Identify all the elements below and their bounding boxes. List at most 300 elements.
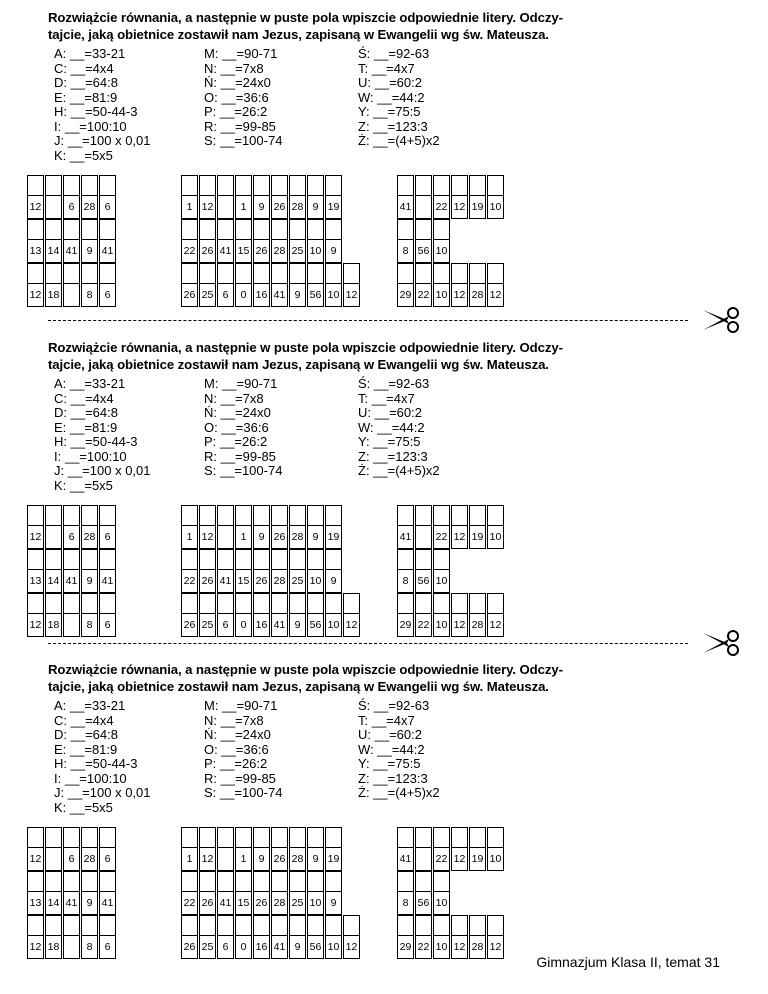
cell-number: 41 <box>271 284 288 307</box>
letter-box[interactable] <box>397 827 414 848</box>
cell-number: 1 <box>181 196 198 219</box>
puzzle-cell <box>289 871 306 915</box>
letter-box[interactable] <box>289 593 306 614</box>
puzzle-cell <box>217 175 234 219</box>
equation: Ń: __=24x0 <box>204 727 271 742</box>
letter-box[interactable] <box>235 175 252 196</box>
cell-number: 12 <box>27 614 44 637</box>
letter-box[interactable] <box>235 593 252 614</box>
letter-box[interactable] <box>451 175 468 196</box>
puzzle-cell <box>325 871 342 915</box>
cell-number: 26 <box>253 240 270 263</box>
puzzle-cell <box>217 219 234 263</box>
letter-box[interactable] <box>433 505 450 526</box>
letter-box[interactable] <box>63 175 80 196</box>
puzzle-cell <box>307 505 324 549</box>
letter-box[interactable] <box>27 871 44 892</box>
cell-number: 28 <box>271 892 288 915</box>
puzzle-cell <box>45 505 62 549</box>
puzzle-cell <box>45 915 62 959</box>
puzzle-cell <box>397 593 414 637</box>
letter-box[interactable] <box>325 549 342 570</box>
letter-box[interactable] <box>27 263 44 284</box>
letter-box[interactable] <box>199 871 216 892</box>
letter-box[interactable] <box>415 175 432 196</box>
equations-col-3 <box>358 377 440 479</box>
cell-number: 6 <box>63 196 80 219</box>
letter-box[interactable] <box>99 915 116 936</box>
letter-box[interactable] <box>81 871 98 892</box>
cell-number: 18 <box>45 936 62 959</box>
letter-box[interactable] <box>487 827 504 848</box>
cell-number: 56 <box>307 614 324 637</box>
equation: Ś: __=92-63 <box>358 46 430 61</box>
letter-box[interactable] <box>181 915 198 936</box>
puzzle-cell <box>451 593 468 637</box>
cell-number: 41 <box>63 892 80 915</box>
letter-box[interactable] <box>81 505 98 526</box>
puzzle-cell <box>81 915 98 959</box>
letter-box[interactable] <box>271 871 288 892</box>
letter-box[interactable] <box>45 593 62 614</box>
cell-number: 9 <box>325 570 342 593</box>
puzzle-cell <box>99 827 116 871</box>
instruction-line-2: tajcie, jaką obietnice zostawił nam Jezus, zapisaną w Ewangelii wg św. Mateusza. <box>48 679 549 694</box>
letter-box[interactable] <box>199 219 216 240</box>
letter-box[interactable] <box>433 263 450 284</box>
letter-box[interactable] <box>271 219 288 240</box>
letter-box[interactable] <box>181 871 198 892</box>
puzzle-cell <box>217 549 234 593</box>
letter-box[interactable] <box>63 505 80 526</box>
puzzle-cell <box>397 505 414 549</box>
letter-box[interactable] <box>433 219 450 240</box>
cell-number: 22 <box>181 240 198 263</box>
cell-number: 10 <box>433 284 450 307</box>
cell-number: 13 <box>27 892 44 915</box>
equation: E: __=81:9 <box>54 419 118 435</box>
equation: T: __=4x7 <box>358 390 415 406</box>
puzzle-cell <box>469 505 486 549</box>
cell-number: 56 <box>307 284 324 307</box>
puzzle-cell <box>343 915 360 959</box>
letter-box[interactable] <box>81 593 98 614</box>
letter-box[interactable] <box>45 263 62 284</box>
letter-box[interactable] <box>451 915 468 936</box>
cell-number: 6 <box>99 936 116 959</box>
letter-box[interactable] <box>99 263 116 284</box>
letter-box[interactable] <box>253 219 270 240</box>
cell-number: 16 <box>253 936 270 959</box>
letter-box[interactable] <box>289 219 306 240</box>
letter-box[interactable] <box>253 827 270 848</box>
cell-number: 41 <box>63 570 80 593</box>
letter-box[interactable] <box>451 593 468 614</box>
letter-box[interactable] <box>27 549 44 570</box>
cell-number: 12 <box>487 284 504 307</box>
letter-box[interactable] <box>181 593 198 614</box>
letter-box[interactable] <box>81 219 98 240</box>
letter-box[interactable] <box>199 915 216 936</box>
letter-box[interactable] <box>217 549 234 570</box>
letter-box[interactable] <box>307 915 324 936</box>
letter-box[interactable] <box>217 871 234 892</box>
letter-box[interactable] <box>45 505 62 526</box>
letter-box[interactable] <box>45 871 62 892</box>
letter-box[interactable] <box>415 219 432 240</box>
letter-box[interactable] <box>397 549 414 570</box>
instruction-line-2: tajcie, jaką obietnice zostawił nam Jezus, zapisaną w Ewangelii wg św. Mateusza. <box>48 27 549 42</box>
cell-number: 10 <box>307 892 324 915</box>
letter-box[interactable] <box>325 505 342 526</box>
letter-box[interactable] <box>289 871 306 892</box>
letter-box[interactable] <box>487 505 504 526</box>
letter-box[interactable] <box>271 827 288 848</box>
letter-box[interactable] <box>325 263 342 284</box>
puzzle-cell <box>271 219 288 263</box>
equation: J: __=100 x 0,01 <box>54 785 151 800</box>
cell-number: 28 <box>81 848 98 871</box>
letter-box[interactable] <box>271 593 288 614</box>
letter-box[interactable] <box>397 263 414 284</box>
letter-box[interactable] <box>289 827 306 848</box>
letter-box[interactable] <box>397 219 414 240</box>
letter-box[interactable] <box>307 175 324 196</box>
letter-box[interactable] <box>433 175 450 196</box>
letter-box[interactable] <box>181 175 198 196</box>
puzzle-cell <box>397 549 414 593</box>
cell-number: 8 <box>397 892 414 915</box>
cell-number: 41 <box>99 892 116 915</box>
letter-box[interactable] <box>397 175 414 196</box>
equation: Ń: __=24x0 <box>204 75 271 90</box>
letter-box[interactable] <box>289 915 306 936</box>
letter-box[interactable] <box>81 175 98 196</box>
letter-box[interactable] <box>235 219 252 240</box>
letter-box[interactable] <box>415 871 432 892</box>
letter-box[interactable] <box>397 871 414 892</box>
cell-number: 26 <box>271 526 288 549</box>
letter-box[interactable] <box>325 219 342 240</box>
letter-box[interactable] <box>45 175 62 196</box>
cell-number: 41 <box>217 240 234 263</box>
letter-box[interactable] <box>63 915 80 936</box>
letter-box[interactable] <box>271 505 288 526</box>
equation: M: __=90-71 <box>204 698 278 713</box>
letter-box[interactable] <box>253 175 270 196</box>
letter-box[interactable] <box>307 505 324 526</box>
letter-box[interactable] <box>45 915 62 936</box>
letter-box[interactable] <box>397 505 414 526</box>
letter-box[interactable] <box>199 505 216 526</box>
letter-box[interactable] <box>271 549 288 570</box>
letter-box[interactable] <box>253 549 270 570</box>
letter-box[interactable] <box>415 593 432 614</box>
puzzle-cell <box>235 175 252 219</box>
letter-box[interactable] <box>415 915 432 936</box>
puzzle-cell <box>343 263 360 307</box>
letter-box[interactable] <box>415 505 432 526</box>
letter-box[interactable] <box>325 915 342 936</box>
letter-box[interactable] <box>469 593 486 614</box>
instruction <box>48 661 608 695</box>
letter-box[interactable] <box>289 505 306 526</box>
letter-box[interactable] <box>27 219 44 240</box>
letter-box[interactable] <box>63 827 80 848</box>
letter-box[interactable] <box>235 871 252 892</box>
puzzle-cell <box>181 549 198 593</box>
letter-box[interactable] <box>81 827 98 848</box>
puzzle-cell <box>45 549 62 593</box>
letter-box[interactable] <box>343 915 360 936</box>
puzzle-cell <box>253 505 270 549</box>
puzzle-cell <box>415 871 432 915</box>
puzzle-cell <box>433 593 450 637</box>
equation: Ń: __=24x0 <box>204 405 271 420</box>
letter-box[interactable] <box>433 593 450 614</box>
cell-number: 10 <box>433 614 450 637</box>
letter-box[interactable] <box>271 263 288 284</box>
letter-box[interactable] <box>181 549 198 570</box>
letter-box[interactable] <box>487 915 504 936</box>
letter-box[interactable] <box>81 915 98 936</box>
cell-number: 28 <box>81 526 98 549</box>
letter-box[interactable] <box>81 263 98 284</box>
equation: Ś: __=92-63 <box>358 698 430 713</box>
letter-box[interactable] <box>433 827 450 848</box>
letter-box[interactable] <box>27 505 44 526</box>
letter-box[interactable] <box>199 175 216 196</box>
letter-box[interactable] <box>235 915 252 936</box>
puzzle-cell <box>397 219 414 263</box>
puzzle-cell <box>415 175 432 219</box>
letter-box[interactable] <box>235 263 252 284</box>
letter-box[interactable] <box>289 175 306 196</box>
cell-number: 12 <box>343 936 360 959</box>
letter-box[interactable] <box>271 175 288 196</box>
letter-box[interactable] <box>63 549 80 570</box>
letter-box[interactable] <box>397 593 414 614</box>
puzzle-cell <box>289 827 306 871</box>
equation: J: __=100 x 0,01 <box>54 463 151 478</box>
letter-box[interactable] <box>451 505 468 526</box>
letter-box[interactable] <box>217 505 234 526</box>
letter-box[interactable] <box>433 549 450 570</box>
letter-box[interactable] <box>63 219 80 240</box>
puzzle-cell <box>181 871 198 915</box>
puzzle-cell <box>307 549 324 593</box>
letter-box[interactable] <box>451 263 468 284</box>
letter-box[interactable] <box>343 593 360 614</box>
letter-box[interactable] <box>415 549 432 570</box>
puzzle-cell <box>45 593 62 637</box>
cell-number: 22 <box>415 284 432 307</box>
letter-box[interactable] <box>217 175 234 196</box>
letter-box[interactable] <box>343 263 360 284</box>
letter-box[interactable] <box>325 593 342 614</box>
letter-box[interactable] <box>487 175 504 196</box>
letter-box[interactable] <box>199 827 216 848</box>
letter-box[interactable] <box>235 549 252 570</box>
letter-box[interactable] <box>217 915 234 936</box>
letter-box[interactable] <box>397 915 414 936</box>
puzzle-cell <box>289 263 306 307</box>
puzzle-cell <box>433 175 450 219</box>
letter-box[interactable] <box>45 549 62 570</box>
letter-box[interactable] <box>99 219 116 240</box>
equation: Y: __=75:5 <box>358 104 421 119</box>
equation: C: __=4x4 <box>54 60 114 76</box>
letter-box[interactable] <box>217 593 234 614</box>
cell-number: 22 <box>181 570 198 593</box>
letter-box[interactable] <box>487 593 504 614</box>
letter-box[interactable] <box>235 505 252 526</box>
puzzle-cell <box>199 593 216 637</box>
equation: D: __=64:8 <box>54 405 118 420</box>
cell-number: 25 <box>199 614 216 637</box>
letter-box[interactable] <box>271 915 288 936</box>
puzzle-cell <box>451 175 468 219</box>
letter-box[interactable] <box>181 219 198 240</box>
cell-number: 19 <box>325 848 342 871</box>
puzzle-cell <box>307 175 324 219</box>
letter-box[interactable] <box>307 593 324 614</box>
letter-box[interactable] <box>433 871 450 892</box>
equation: Z: __=123:3 <box>358 448 428 464</box>
cell-number: 10 <box>325 614 342 637</box>
letter-box[interactable] <box>253 871 270 892</box>
letter-box[interactable] <box>217 263 234 284</box>
letter-box[interactable] <box>469 505 486 526</box>
letter-box[interactable] <box>81 549 98 570</box>
letter-box[interactable] <box>253 593 270 614</box>
puzzle-cell <box>271 871 288 915</box>
puzzle-cell <box>289 915 306 959</box>
letter-box[interactable] <box>469 263 486 284</box>
letter-box[interactable] <box>487 263 504 284</box>
letter-box[interactable] <box>199 263 216 284</box>
puzzle-cell <box>469 263 486 307</box>
letter-box[interactable] <box>253 505 270 526</box>
letter-box[interactable] <box>63 593 80 614</box>
cell-number: 8 <box>81 284 98 307</box>
puzzle-cell <box>433 915 450 959</box>
puzzle-cell <box>181 219 198 263</box>
puzzle-cell <box>199 549 216 593</box>
worksheet-copy-3 <box>0 652 768 952</box>
letter-box[interactable] <box>99 549 116 570</box>
letter-box[interactable] <box>307 263 324 284</box>
letter-box[interactable] <box>181 827 198 848</box>
equation: C: __=4x4 <box>54 390 114 406</box>
puzzle-cell <box>45 263 62 307</box>
puzzle-cell <box>343 593 360 637</box>
letter-box[interactable] <box>217 219 234 240</box>
puzzle-cell <box>99 549 116 593</box>
letter-box[interactable] <box>433 915 450 936</box>
letter-box[interactable] <box>27 175 44 196</box>
letter-box[interactable] <box>45 827 62 848</box>
letter-box[interactable] <box>415 263 432 284</box>
puzzle-cell <box>271 915 288 959</box>
letter-box[interactable] <box>307 549 324 570</box>
letter-box[interactable] <box>63 263 80 284</box>
letter-box[interactable] <box>469 175 486 196</box>
cell-number: 41 <box>217 570 234 593</box>
puzzle-cell <box>433 549 450 593</box>
cell-number: 12 <box>199 526 216 549</box>
letter-box[interactable] <box>307 871 324 892</box>
cell-number <box>63 284 80 307</box>
letter-box[interactable] <box>469 915 486 936</box>
letter-box[interactable] <box>63 871 80 892</box>
puzzle-cell <box>253 827 270 871</box>
letter-box[interactable] <box>415 827 432 848</box>
equation: D: __=64:8 <box>54 75 118 90</box>
letter-box[interactable] <box>289 263 306 284</box>
letter-box[interactable] <box>253 263 270 284</box>
letter-box[interactable] <box>199 593 216 614</box>
equations-col-1 <box>54 47 151 163</box>
letter-box[interactable] <box>99 871 116 892</box>
letter-box[interactable] <box>451 827 468 848</box>
letter-box[interactable] <box>325 871 342 892</box>
equation: Y: __=75:5 <box>358 434 421 449</box>
letter-box[interactable] <box>181 263 198 284</box>
equation: I: __=100:10 <box>54 770 127 786</box>
letter-box[interactable] <box>199 549 216 570</box>
letter-box[interactable] <box>27 593 44 614</box>
letter-box[interactable] <box>99 505 116 526</box>
letter-box[interactable] <box>99 827 116 848</box>
letter-box[interactable] <box>217 827 234 848</box>
puzzle-cell <box>487 915 504 959</box>
letter-box[interactable] <box>253 915 270 936</box>
cell-number: 26 <box>271 848 288 871</box>
cut-line <box>48 320 688 321</box>
letter-box[interactable] <box>325 827 342 848</box>
cell-number: 6 <box>63 526 80 549</box>
puzzle-cell <box>199 871 216 915</box>
cell-number: 12 <box>27 284 44 307</box>
letter-box[interactable] <box>27 827 44 848</box>
puzzle-cell <box>415 219 432 263</box>
cell-number: 12 <box>27 848 44 871</box>
puzzle-cell <box>63 505 80 549</box>
puzzle-cell <box>27 549 44 593</box>
puzzle-cell <box>271 263 288 307</box>
puzzle-cell <box>217 871 234 915</box>
letter-box[interactable] <box>45 219 62 240</box>
letter-box[interactable] <box>469 827 486 848</box>
letter-box[interactable] <box>181 505 198 526</box>
letter-box[interactable] <box>289 549 306 570</box>
letter-box[interactable] <box>99 175 116 196</box>
cell-number: 28 <box>81 196 98 219</box>
puzzle-cell <box>199 219 216 263</box>
puzzle-cell <box>99 871 116 915</box>
puzzle-cell <box>415 549 432 593</box>
letter-box[interactable] <box>307 219 324 240</box>
equation: N: __=7x8 <box>204 60 264 76</box>
letter-box[interactable] <box>325 175 342 196</box>
puzzle-cell <box>253 549 270 593</box>
letter-box[interactable] <box>235 827 252 848</box>
cell-number: 6 <box>99 526 116 549</box>
letter-box[interactable] <box>99 593 116 614</box>
letter-box[interactable] <box>27 915 44 936</box>
letter-box[interactable] <box>307 827 324 848</box>
